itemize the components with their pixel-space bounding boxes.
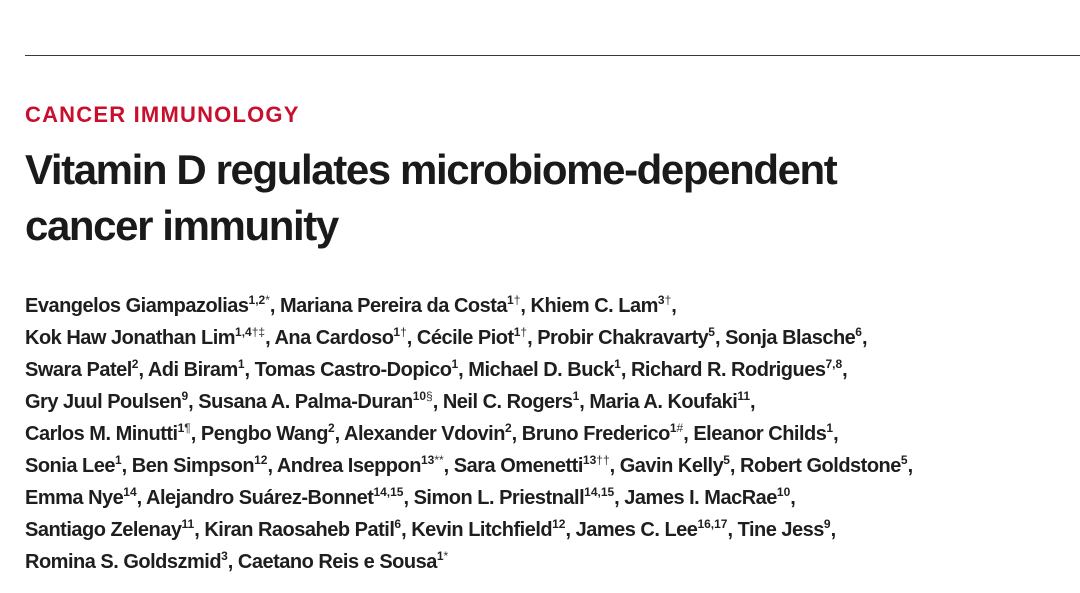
author-entry [255, 359, 469, 381]
affiliation-superscript: 13 [582, 453, 597, 467]
affiliation-superscript: 10 [412, 389, 427, 403]
author-separator: , [136, 487, 147, 509]
affiliation-superscript: 3 [221, 549, 228, 563]
affiliation-superscript: 1 [826, 421, 834, 435]
affiliation-superscript: 1,4 [235, 325, 252, 339]
footnote-mark: †‡ [251, 325, 266, 339]
author-entry [146, 487, 414, 509]
author-separator: , [683, 423, 694, 445]
author-line [25, 386, 1075, 418]
author-separator: , [907, 455, 918, 477]
author-separator: , [138, 359, 148, 381]
footnote-mark: * [265, 293, 270, 307]
affiliation-superscript: 2 [504, 421, 512, 435]
author-entry [620, 455, 740, 477]
author-name: Mariana Pereira da Costa [280, 295, 508, 317]
author-entry [274, 327, 416, 349]
author-name: Probir Chakravarty [537, 327, 709, 349]
title-line: cancer immunity [25, 202, 338, 249]
affiliation-superscript: 1 [436, 549, 444, 563]
author-separator: , [842, 359, 853, 381]
author-name: Emma Nye [25, 487, 124, 509]
author-separator: , [511, 423, 522, 445]
affiliation-superscript: 2 [131, 357, 139, 371]
author-separator: , [227, 551, 238, 573]
author-name: Richard R. Rodrigues [630, 359, 826, 381]
author-separator: , [565, 519, 576, 541]
affiliation-superscript: 1 [451, 357, 459, 371]
author-entry [25, 359, 148, 381]
author-entry [537, 327, 725, 349]
author-separator: , [267, 455, 277, 477]
author-separator: , [443, 455, 454, 477]
author-entry [25, 295, 280, 317]
affiliation-superscript: 11 [737, 389, 751, 403]
author-separator: , [579, 391, 590, 413]
author-name: Swara Patel [25, 359, 132, 381]
author-line [25, 322, 1075, 354]
author-name: Sonja Blasche [725, 327, 856, 349]
author-name: Pengbo Wang [200, 423, 328, 445]
affiliation-superscript: 12 [254, 453, 268, 467]
affiliation-superscript: 9 [823, 517, 831, 531]
author-entry [443, 391, 590, 413]
author-name: Carlos M. Minutti [25, 423, 178, 445]
footnote-mark: † [664, 293, 672, 307]
footnote-mark: † [513, 293, 521, 307]
author-entry [25, 327, 274, 349]
footnote-mark: # [676, 421, 684, 435]
author-entry [522, 423, 694, 445]
author-name: Sonia Lee [25, 455, 115, 477]
author-line [25, 418, 1075, 450]
author-name: Neil C. Rogers [442, 391, 573, 413]
affiliation-superscript: 6 [855, 325, 862, 339]
affiliation-superscript: 14 [123, 485, 137, 499]
author-separator: , [458, 359, 469, 381]
author-entry [468, 359, 631, 381]
author-entry [576, 519, 738, 541]
author-line [25, 290, 1075, 322]
affiliation-superscript: 16,17 [697, 517, 728, 531]
affiliation-superscript: 3 [657, 293, 665, 307]
author-entry [148, 359, 255, 381]
author-name: Ben Simpson [131, 455, 255, 477]
affiliation-superscript: 1 [393, 325, 401, 339]
footnote-mark: * [443, 549, 449, 563]
footnote-mark: † [520, 325, 528, 339]
author-name: Kevin Litchfield [411, 519, 553, 541]
author-name: Bruno Frederico [521, 423, 670, 445]
author-name: Susana A. Palma-Duran [198, 391, 413, 413]
footnote-mark: ** [434, 453, 444, 467]
author-name: Cécile Piot [416, 327, 514, 349]
author-separator: , [265, 327, 275, 349]
author-entry [25, 391, 198, 413]
title-line: Vitamin D regulates microbiome-dependent [25, 146, 837, 193]
affiliation-superscript: 11 [181, 517, 195, 531]
author-name: Santiago Zelenay [25, 519, 182, 541]
author-separator: , [520, 295, 531, 317]
author-name: James I. MacRae [624, 487, 777, 509]
author-separator: , [401, 519, 412, 541]
author-name: Eleanor Childs [693, 423, 827, 445]
author-name: Sara Omenetti [453, 455, 583, 477]
author-line [25, 482, 1075, 514]
top-rule-divider [25, 55, 1080, 56]
affiliation-superscript: 5 [708, 325, 715, 339]
author-separator: , [727, 519, 738, 541]
author-entry [589, 391, 760, 413]
author-entry [201, 423, 344, 445]
footnote-mark: † [400, 325, 407, 339]
author-entry [25, 551, 238, 573]
article-title [25, 142, 1065, 254]
author-line [25, 546, 1075, 578]
affiliation-superscript: 12 [552, 517, 566, 531]
author-entry [454, 455, 620, 477]
affiliation-superscript: 2 [327, 421, 335, 435]
author-entry [132, 455, 277, 477]
author-entry [411, 519, 575, 541]
affiliation-superscript: 5 [723, 453, 730, 467]
author-name: Alejandro Suárez-Bonnet [146, 487, 374, 509]
author-name: Simon L. Priestnall [413, 487, 585, 509]
author-entry [624, 487, 800, 509]
footnote-mark: †† [596, 453, 610, 467]
author-name: Caetano Reis e Sousa [237, 551, 437, 573]
author-entry [531, 295, 682, 317]
affiliation-superscript: 1 [513, 325, 521, 339]
affiliation-superscript: 7,8 [825, 357, 843, 371]
author-separator: , [750, 391, 761, 413]
author-entry [417, 327, 537, 349]
author-separator: , [432, 391, 443, 413]
author-separator: , [406, 327, 417, 349]
author-separator: , [121, 455, 132, 477]
author-entry [198, 391, 443, 413]
author-name: Tine Jess [737, 519, 824, 541]
affiliation-superscript: 5 [900, 453, 908, 467]
affiliation-superscript: 1 [507, 293, 514, 307]
author-name: Romina S. Goldszmid [25, 551, 222, 573]
author-entry [414, 487, 625, 509]
affiliation-superscript: 1 [669, 421, 677, 435]
author-separator: , [729, 455, 740, 477]
author-separator: , [833, 423, 844, 445]
affiliation-superscript: 13 [420, 453, 435, 467]
author-separator: , [188, 391, 199, 413]
author-line [25, 450, 1075, 482]
author-name: James C. Lee [575, 519, 698, 541]
author-list [25, 290, 1075, 578]
affiliation-superscript: 1 [614, 357, 621, 371]
author-name: Adi Biram [147, 359, 238, 381]
author-separator: , [671, 295, 682, 317]
author-line [25, 514, 1075, 546]
author-entry [740, 455, 918, 477]
author-separator: , [194, 519, 205, 541]
affiliation-superscript: 1 [572, 389, 580, 403]
author-name: Alexander Vdovin [344, 423, 505, 445]
author-name: Michael D. Buck [468, 359, 615, 381]
author-separator: , [403, 487, 414, 509]
affiliation-superscript: 6 [394, 517, 402, 531]
affiliation-superscript: 1,2 [248, 293, 266, 307]
author-separator: , [830, 519, 841, 541]
author-entry [738, 519, 841, 541]
author-name: Ana Cardoso [274, 327, 394, 349]
footnote-mark: ¶ [184, 421, 191, 435]
author-entry [204, 519, 411, 541]
author-name: Maria A. Koufaki [589, 391, 738, 413]
author-entry [238, 551, 448, 573]
affiliation-superscript: 1 [114, 453, 122, 467]
author-entry [725, 327, 872, 349]
author-separator: , [527, 327, 538, 349]
author-entry [631, 359, 852, 381]
affiliation-superscript: 14,15 [584, 485, 615, 499]
author-separator: , [620, 359, 631, 381]
author-entry [693, 423, 843, 445]
author-name: Kiran Raosaheb Patil [204, 519, 395, 541]
author-name: Gavin Kelly [619, 455, 724, 477]
author-separator: , [244, 359, 255, 381]
affiliation-superscript: 1 [237, 357, 245, 371]
author-name: Evangelos Giampazolias [25, 295, 249, 317]
author-entry [344, 423, 522, 445]
author-entry [280, 295, 531, 317]
author-name: Tomas Castro-Dopico [254, 359, 452, 381]
affiliation-superscript: 10 [776, 485, 791, 499]
author-name: Robert Goldstone [740, 455, 901, 477]
author-entry [277, 455, 454, 477]
author-separator: , [609, 455, 620, 477]
affiliation-superscript: 1 [177, 421, 185, 435]
author-name: Khiem C. Lam [530, 295, 658, 317]
affiliation-superscript: 14,15 [373, 485, 404, 499]
author-entry [25, 455, 132, 477]
author-line [25, 354, 1075, 386]
author-separator: , [790, 487, 801, 509]
author-separator: , [269, 295, 281, 317]
author-entry [25, 519, 204, 541]
author-separator: , [334, 423, 345, 445]
author-separator: , [190, 423, 201, 445]
author-separator: , [861, 327, 873, 349]
footnote-mark: § [426, 389, 433, 403]
author-separator: , [714, 327, 726, 349]
author-entry [25, 487, 146, 509]
section-label: CANCER IMMUNOLOGY [25, 102, 300, 127]
affiliation-superscript: 9 [181, 389, 189, 403]
author-entry [25, 423, 201, 445]
author-name: Kok Haw Jonathan Lim [25, 327, 236, 349]
author-name: Gry Juul Poulsen [25, 391, 182, 413]
author-separator: , [614, 487, 625, 509]
author-name: Andrea Iseppon [276, 455, 421, 477]
